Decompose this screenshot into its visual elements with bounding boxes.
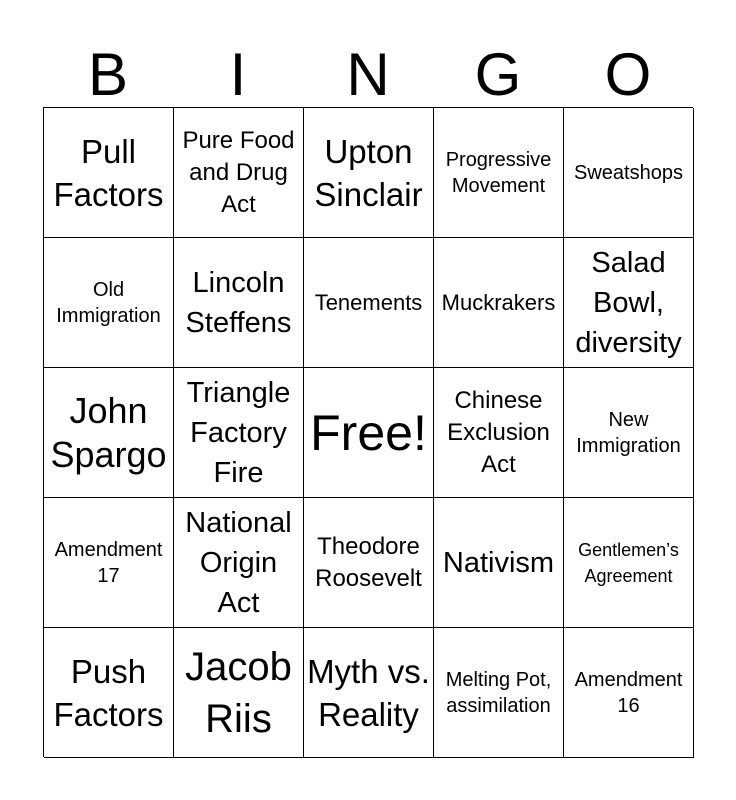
bingo-cell [434, 108, 564, 238]
bingo-cell [564, 628, 694, 758]
header-letter-b: B [87, 41, 129, 108]
cell-text: Triangle Factory Fire [186, 376, 291, 489]
bingo-cell [174, 238, 304, 368]
header-letter-i: I [229, 41, 247, 108]
bingo-cell [434, 368, 564, 498]
cell-text: Nativism [442, 546, 555, 579]
bingo-cell [174, 368, 304, 498]
bingo-header [43, 42, 693, 108]
cell-text: Pure Food and Drug Act [182, 126, 295, 218]
cell-text: Melting Pot, assimilation [445, 668, 552, 717]
cell-text: Myth vs. Reality [307, 652, 430, 733]
header-letter-g: G [474, 41, 522, 108]
cell-text: Jacob Riis [185, 644, 292, 741]
cell-text: Salad Bowl, diversity [575, 246, 682, 359]
cell-text: Push Factors [53, 652, 164, 733]
header-letter-o: O [604, 41, 652, 108]
bingo-cell [44, 108, 174, 238]
cell-text: Theodore Roosevelt [315, 532, 422, 592]
bingo-cell [564, 368, 694, 498]
bingo-cell [304, 108, 434, 238]
bingo-cell [434, 498, 564, 628]
bingo-cell [44, 628, 174, 758]
bingo-cell [564, 108, 694, 238]
cell-text: Lincoln Steffens [185, 266, 292, 339]
bingo-grid [43, 107, 693, 757]
bingo-cell [564, 498, 694, 628]
cell-text: Chinese Exclusion Act [447, 386, 550, 478]
bingo-cell [304, 628, 434, 758]
bingo-cell [564, 238, 694, 368]
cell-text: Muckrakers [441, 289, 556, 315]
bingo-cell [174, 108, 304, 238]
bingo-cell [174, 498, 304, 628]
cell-text: Amendment 16 [574, 668, 683, 717]
bingo-cell [44, 368, 174, 498]
header-letter-n: N [346, 41, 390, 108]
bingo-cell [304, 238, 434, 368]
free-space [304, 368, 434, 498]
cell-text: National Origin Act [185, 506, 292, 619]
cell-text: New Immigration [576, 408, 681, 457]
cell-text: Upton Sinclair [314, 132, 423, 213]
cell-text: Old Immigration [56, 278, 161, 327]
bingo-cell [434, 628, 564, 758]
cell-text: Progressive Movement [445, 148, 552, 197]
cell-text: Pull Factors [53, 132, 164, 213]
bingo-cell [44, 498, 174, 628]
cell-text: John Spargo [50, 389, 167, 475]
bingo-cell [44, 238, 174, 368]
cell-text: Sweatshops [574, 161, 683, 184]
bingo-cell [304, 498, 434, 628]
cell-text: Free! [310, 404, 427, 461]
cell-text: Gentlemen’s Agreement [578, 539, 679, 586]
bingo-cell [434, 238, 564, 368]
bingo-cell [174, 628, 304, 758]
cell-text: Amendment 17 [54, 538, 163, 587]
cell-text: Tenements [314, 289, 423, 315]
